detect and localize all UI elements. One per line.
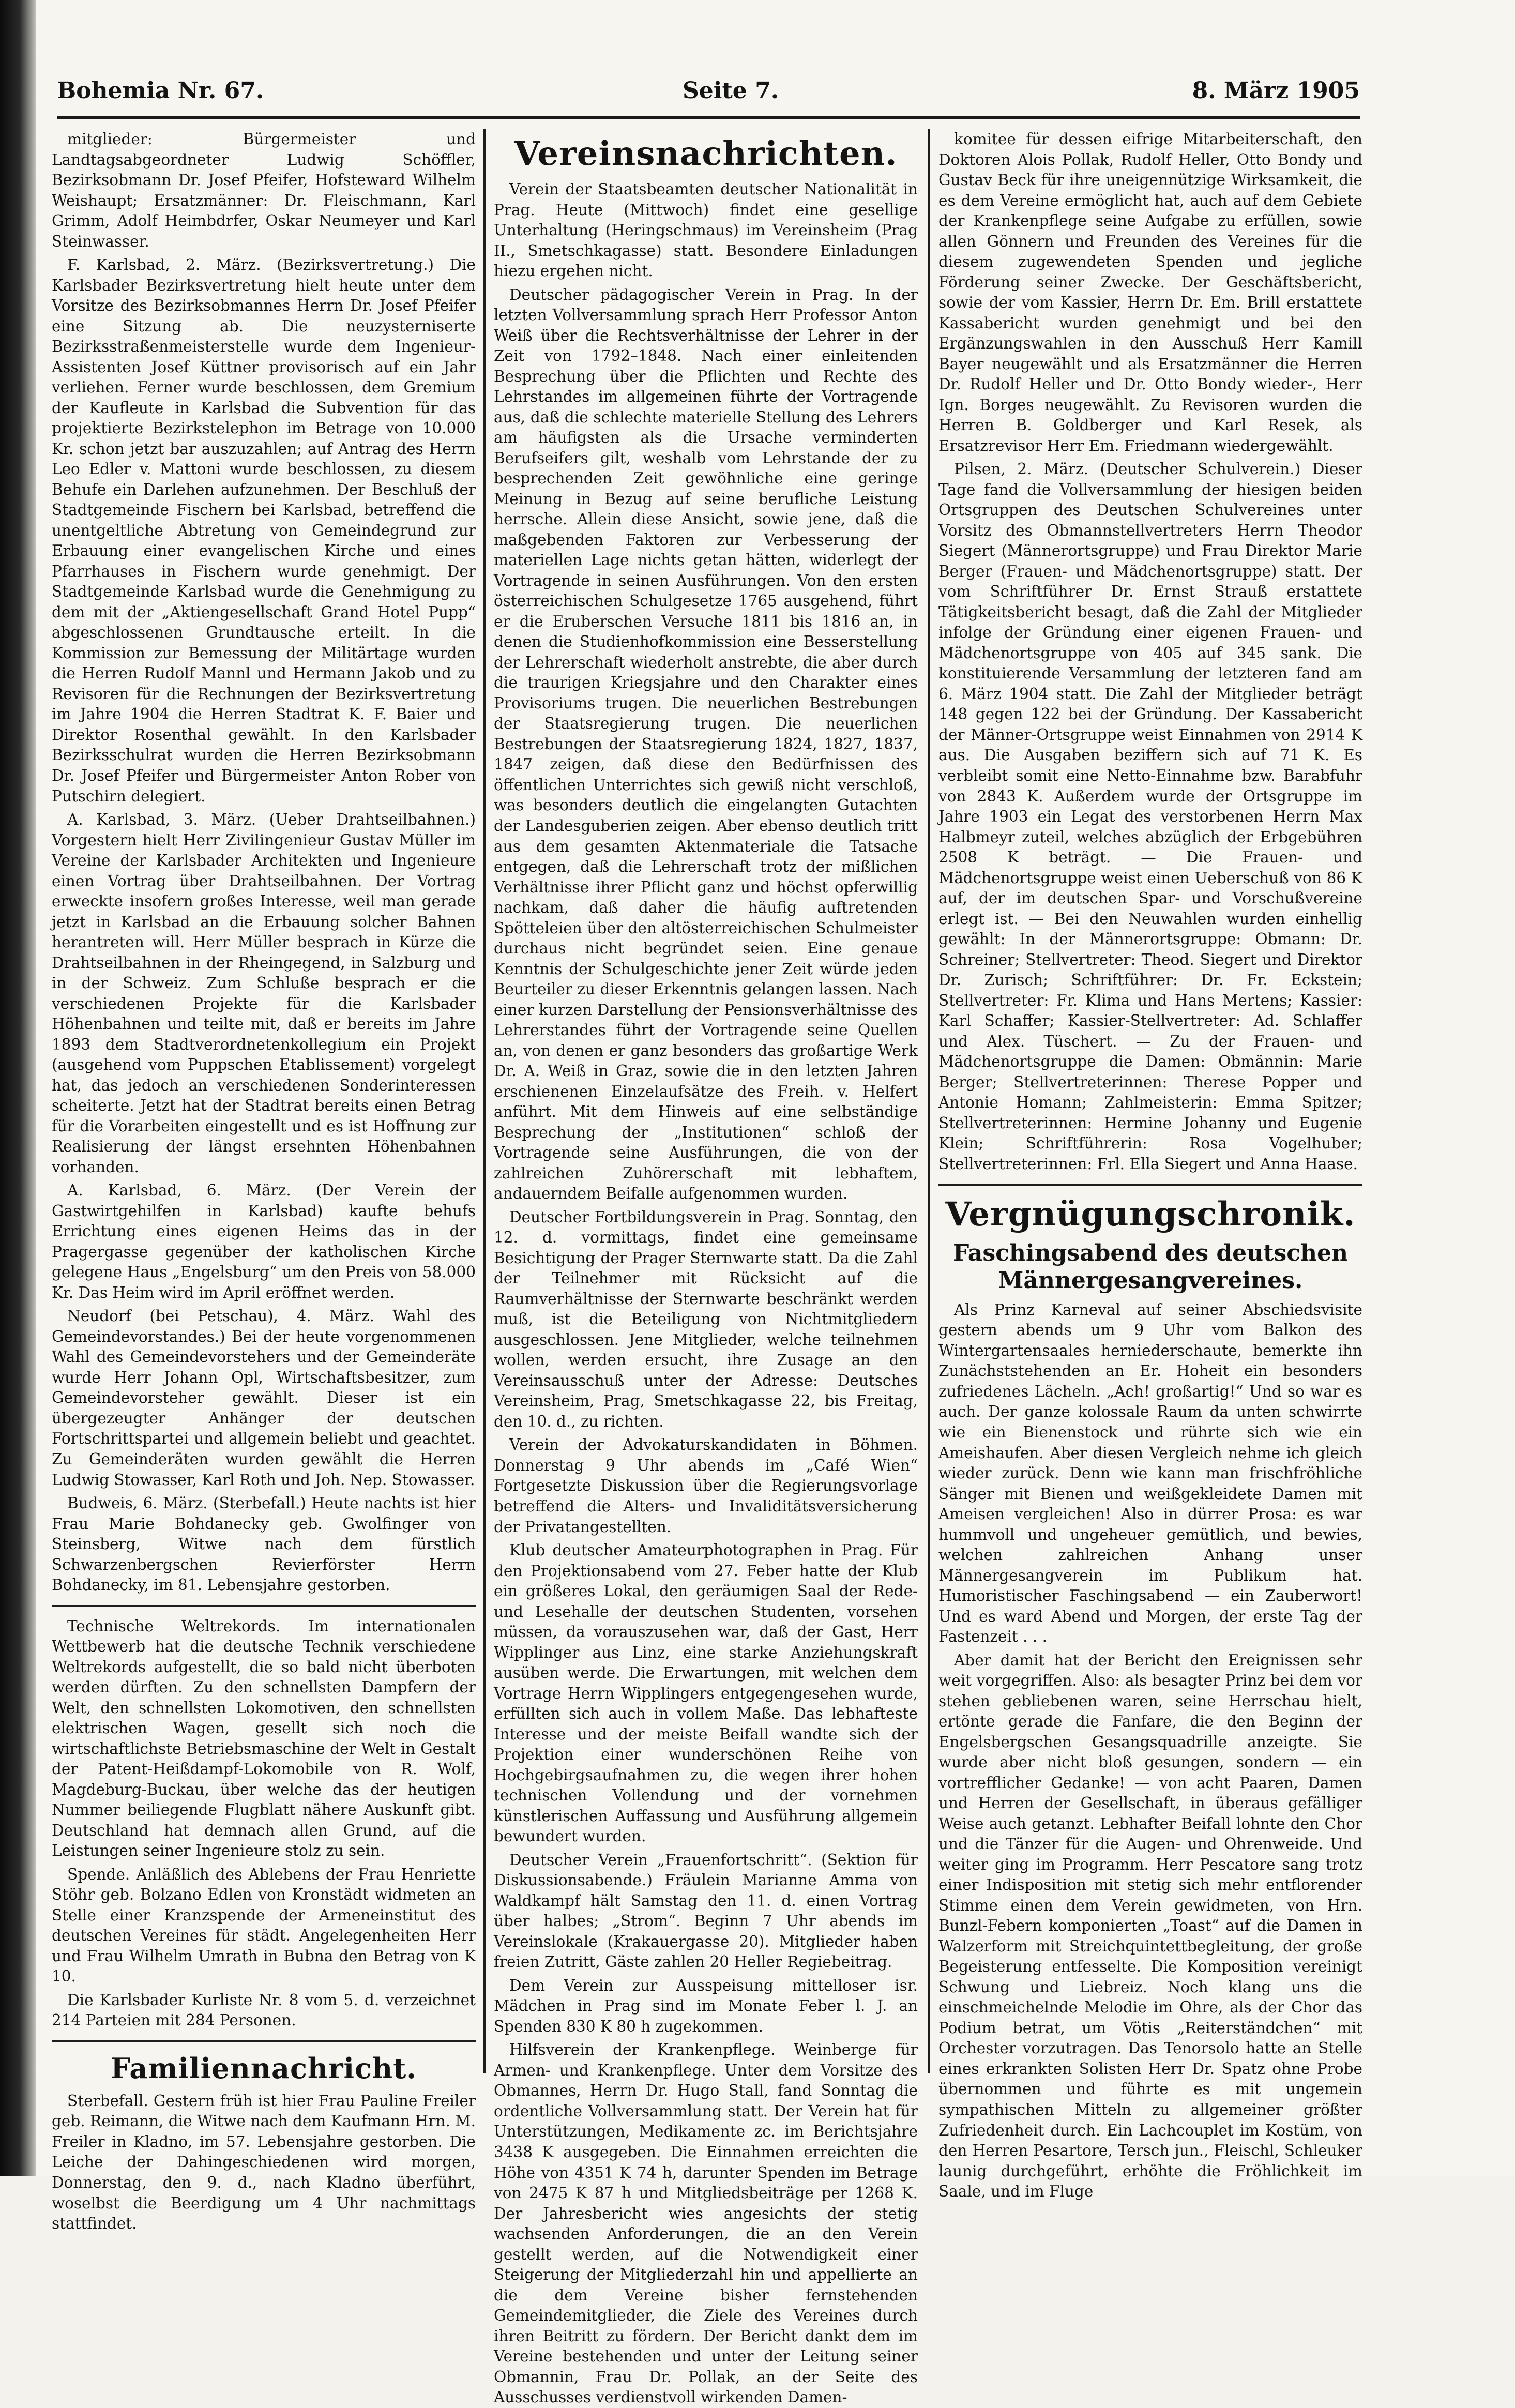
column-1	[52, 129, 476, 2233]
article-text: Dem Verein zur Ausspeisung mittelloser isr. Mädchen in Prag sind im Monate Feber l. J. an Spenden 830 K 80 h zugekommen.	[494, 1976, 918, 2035]
binding-shadow	[0, 0, 36, 2176]
article-text: Hilfsverein der Krankenpflege. Weinberge für Armen- und Krankenpflege. Unter dem Vorsitze des Obmannes, Herrn Dr. Hugo Stall, fand Sonntag die ordentliche Vollversammlung statt. Der Verein hat für Unterstützungen, Medikamente zc. im Berichtsjahre 3438 K ausgegeben. Die Einnahmen erreichten die Höhe von 4351 K 74 h, darunter Spenden im Betrage von 2475 K 87 h und Mitgliedsbeiträge per 1268 K. Der Jahresbericht wies angesichts der stetig wachsenden Anforderungen, die an den Verein gestellt werden, auf die Notwendigkeit einer Steigerung der Mitgliederzahl hin und appellierte an die dem Vereine bisher fernstehenden Gemeindemitglieder, die Ziele des Vereines durch ihren Beitritt zu fördern. Der Bericht dankt dem im Vereine bestehenden und unter der Leitung seiner Obmannin, Frau Dr. Pollak, an der Seite des Ausschusses verdienstvoll wirkenden Damen-	[494, 2041, 918, 2406]
article-text: Pilsen, 2. März. (Deutscher Schulverein.) Dieser Tage fand die Vollversammlung der hiesigen beiden Ortsgruppen des Deutschen Schulvereines unter Vorsitz des Obmannstellvertreters Herrn Theodor Siegert (Männerortsgruppe) und Frau Direktor Marie Berger (Frauen- und Mädchenortsgruppe) statt. Der vom Schriftführer Dr. Ernst Strauß erstattete Tätigkeitsbericht besagt, daß die Zahl der Mitglieder infolge der Gründung einer eigenen Frauen- und Mädchenortsgruppe von 405 auf 345 sank. Die konstituierende Versammlung der letzteren fand am 6. März 1904 statt. Die Zahl der Mitglieder beträgt 148 gegen 122 bei der Gründung. Der Kassabericht der Männer-Ortsgruppe weist Einnahmen von 2914 K aus. Die Ausgaben beziffern sich auf 71 K. Es verbleibt somit eine Netto-Einnahme bzw. Barabfuhr von 2843 K. Außerdem wurde der Ortsgruppe im Jahre 1903 ein Legat des verstorbenen Herrn Max Halbmeyr zuteil, welches abzüglich der Erbgebühren 2508 K beträgt. — Die Frauen- und Mädchenortsgruppe weist einen Ueberschuß von 86 K auf, der im deutschen Spar- und Vorschußvereine erlegt ist. — Bei den Neuwahlen wurden einhellig gewählt: In der Männerortsgruppe: Obmann: Dr. Schreiner; Stellvertreter: Theod. Siegert und Direktor Dr. Zurisch; Schriftführer: Dr. Fr. Eckstein; Stellvertreter: Fr. Klima und Hans Mertens; Kassier: Karl Schaffer; Kassier-Stellvertreter: Ad. Schlaffer und Alex. Tüschert. — Zu der Frauen- und Mädchenortsgruppe die Damen: Obmännin: Marie Berger; Stellvertreterinnen: Therese Popper und Antonie Homann; Zahlmeisterin: Emma Spitzer; Stellvertreterinnen: Hermine Johanny und Eugenie Klein; Schriftführerin: Rosa Vogelhuber; Stellvertreterinnen: Frl. Ella Siegert und Anna Haase.	[938, 460, 1362, 1173]
article-text: Deutscher Verein „Frauenfortschritt“. (Sektion für Diskussionsabende.) Fräulein Marianne Amma von Waldkampf hält Samstag den 11. d. einen Vortrag über halbes; „Strom“. Beginn 7 Uhr abends im Vereinslokale (Krakauergasse 20). Mitglieder haben freien Zutritt, Gäste zahlen 20 Heller Regiebeitrag.	[494, 1851, 918, 1971]
article-text: F. Karlsbad, 2. März. (Bezirksvertretung.) Die Karlsbader Bezirksvertretung hielt heute unter dem Vorsitze des Bezirksobmannes Herrn Dr. Josef Pfeifer eine Sitzung ab. Die neuzysterniserte Bezirksstraßenmeisterstelle wurde dem Ingenieur-Assistenten Josef Küttner provisorisch auf ein Jahr verliehen. Ferner wurde beschlossen, dem Gremium der Kaufleute in Karlsbad die Subvention für das projektierte Bezirkstelephon im Betrage von 10.000 Kr. schon jetzt bar auszuzahlen; auf Antrag des Herrn Leo Edler v. Mattoni wurde beschlossen, zu diesem Behufe ein Darlehen aufzunehmen. Der Beschluß der Stadtgemeinde Fischern bei Karlsbad, betreffend die unentgeltliche Abtretung von Gemeindegrund zur Erbauung einer evangelischen Kirche und eines Pfarrhauses in Fischern wurde genehmigt. Der Stadtgemeinde Karlsbad wurde die Genehmigung zu dem mit der „Aktiengesellschaft Grand Hotel Pupp“ abgeschlossenen Grundtausche erteilt. In die Kommission zur Bemessung der Militärtage wurden die Herren Rudolf Mannl und Hermann Jakob und zu Revisoren für die Rechnungen der Bezirksvertretung im Jahre 1904 die Herren Stadtrat K. F. Baier und Direktor Rosenthal gewählt. In den Karlsbader Bezirksschulrat wurden die Herren Bezirksobmann Dr. Josef Pfeifer und Bürgermeister Anton Rober von Putschirn delegiert.	[52, 256, 476, 805]
article-text: mitglieder: Bürgermeister und Landtagsabgeordneter Ludwig Schöffler, Bezirksobmann Dr. Josef Pfeifer, Hofsteward Wilhelm Weishaupt; Ersatzmänner: Dr. Fleischmann, Karl Grimm, Adolf Heimbdrfer, Oskar Neumeyer und Karl Steinwasser.	[52, 130, 476, 250]
article-text: Verein der Advokaturskandidaten in Böhmen. Donnerstag 9 Uhr abends im „Café Wien“ Fortgesetzte Diskussion über die Regierungsvorlage betreffend die Alters- und Invaliditätsversicherung der Privatangestellten.	[494, 1436, 918, 1536]
section-heading-associations: Vereinsnachrichten.	[514, 134, 898, 173]
article-text: Sterbefall. Gestern früh ist hier Frau Pauline Freiler geb. Reimann, die Witwe nach dem Kaufmann Hrn. M. Freiler in Kladno, im 57. Lebensjahre gestorben. Die Leiche der Dahingeschiedenen wird morgen, Donnerstag, den 9. d., nach Kladno überführt, woselbst die Beerdigung um 4 Uhr nachmittags stattfindet.	[52, 2092, 476, 2233]
article-text: Verein der Staatsbeamten deutscher Nationalität in Prag. Heute (Mittwoch) findet eine gesellige Unterhaltung (Heringschmaus) im Vereinsheim (Prag II., Smetschkagasse) statt. Besondere Einladungen hiezu ergehen nicht.	[494, 180, 918, 280]
article-text: Als Prinz Karneval auf seiner Abschiedsvisite gestern abends um 9 Uhr vom Balkon des Wintergartensaales herniederschaute, bemerkte ihn Zunächststehenden an Er. Hoheit ein besonders zufriedenes Lächeln. „Ach! großartig!“ Und so war es auch. Der ganze kolossale Raum da unten schwirrte wie ein Bienenstock und rührte sich wie ein Ameishaufen. Aber diesen Vergleich nehme ich gleich wieder zurück. Denn wie kann man frischfröhliche Sänger mit Bienen und weißgekleidete Damen mit Ameisen vergleichen! Also in dürrer Prosa: es war hummvoll und ungeheuer gemütlich, und bewies, welchen zahlreichen Anhang unser Männergesangverein im Publikum hat. Humoristischer Faschingsabend — ein Zauberwort! Und es ward Abend und Morgen, der erste Tag der Fastenzeit . . .	[938, 1300, 1362, 1646]
page-header	[57, 70, 1360, 119]
article-text: Die Karlsbader Kurliste Nr. 8 vom 5. d. verzeichnet 214 Parteien mit 284 Personen.	[52, 1991, 476, 2030]
article-text: A. Karlsbad, 6. März. (Der Verein der Gastwirtgehilfen in Karlsbad) kaufte behufs Errichtung eines eigenen Heims das in der Pragergasse gegenüber der katholischen Kirche gelegene Haus „Engelsburg“ um den Preis von 58.000 Kr. Das Heim wird im April eröffnet werden.	[52, 1182, 476, 1301]
column-2	[494, 129, 918, 2406]
article-text: A. Karlsbad, 3. März. (Ueber Drahtseilbahnen.) Vorgestern hielt Herr Zivilingenieur Gustav Müller im Vereine der Karlsbader Architekten und Ingenieure einen Vortrag über Drahtseilbahnen. Der Vortrag erweckte insofern großes Interesse, weil man gerade jetzt in Karlsbad an die Erbauung solcher Bahnen herantreten will. Herr Müller besprach in Kürze die Drahtseilbahnen in der Rheingegend, in Salzburg und in der Schweiz. Zum Schluße besprach er die verschiedenen Projekte für die Karlsbader Höhenbahnen und teilte mit, daß er bereits im Jahre 1893 dem Stadtverordnetenkollegium ein Projekt (ausgehend vom Puppschen Etablissement) vorgelegt hat, das jedoch an verschiedenen Sonderinteressen scheiterte. Jetzt hat der Stadtrat bereits einen Betrag für die Vorarbeiten eingestellt und es ist Hoffnung zur Realisierung der längst ersehnten Höhenbahnen vorhanden.	[52, 811, 476, 1176]
issue-date: 8. März 1905	[1192, 78, 1360, 104]
section-heading-entertainment: Vergnügungschronik.	[945, 1195, 1356, 1234]
section-divider	[938, 1184, 1362, 1186]
section-divider	[52, 1605, 476, 1607]
section-heading-family: Familiennachricht.	[111, 2051, 417, 2085]
article-text: Deutscher Fortbildungsverein in Prag. Sonntag, den 12. d. vormittags, findet eine gemeinsame Besichtigung der Prager Sternwarte statt. Da die Zahl der Teilnehmer mit Rücksicht auf die Raumverhältnisse der Sternwarte beschränkt werden muß, ist die Beteiligung von Nichtmitgliedern ausgeschlossen. Jene Mitglieder, welche teilnehmen wollen, werden ersucht, ihre Zusage an den Vereinsausschuß unter der Adresse: Deutsches Vereinsheim, Prag, Smetschkagasse 22, bis Freitag, den 10. d., zu richten.	[494, 1208, 918, 1430]
column-3	[938, 129, 1362, 2201]
article-text: Spende. Anläßlich des Ablebens der Frau Henriette Stöhr geb. Bolzano Edlen von Kronstädt widmeten an Stelle einer Kranzspende der Armeneinstitut des deutschen Vereines für städt. Angelegenheiten Herr und Frau Wilhelm Umrath in Bubna den Betrag von K 10.	[52, 1865, 476, 1986]
article-text: Budweis, 6. März. (Sterbefall.) Heute nachts ist hier Frau Marie Bohdanecky geb. Gwolfinger von Steinsberg, Witwe nach dem fürstlich Schwarzenbergschen Revierförster Herrn Bohdanecky, im 81. Lebensjahre gestorben.	[52, 1494, 476, 1594]
page-number: Seite 7.	[683, 78, 779, 104]
article-text: Technische Weltrekords. Im internationalen Wettbewerb hat die deutsche Technik verschiedene Weltrekords aufgestellt, die so bald nicht überboten werden dürften. Zu den schnellsten Dampfern der Welt, den schnellsten Lokomotiven, den schnellsten elektrischen Wagen, gesellt sich noch die wirtschaftlichste Betriebsmaschine der Welt in Gestalt der Patent-Heißdampf-Lokomobile von R. Wolf, Magdeburg-Buckau, über welche das der heutigen Nummer beiliegende Flugblatt nähere Auskunft gibt. Deutschland hat demnach allen Grund, auf die Leistungen seiner Ingenieure stolz zu sein.	[52, 1617, 476, 1860]
article-text: komitee für dessen eifrige Mitarbeiterschaft, den Doktoren Alois Pollak, Rudolf Heller, Otto Bondy und Gustav Beck für ihre uneigennützige Wirksamkeit, die es dem Vereine ermöglicht hat, auch auf dem Gebiete der Krankenpflege seine Aufgabe zu erfüllen, sowie allen Gönnern und Freunden des Vereines für die diesem zugewendeten Spenden und jegliche Förderung seiner Zwecke. Der Geschäftsbericht, sowie der vom Kassier, Herrn Dr. Em. Brill erstattete Kassabericht wurden genehmigt und bei den Ergänzungswahlen in den Ausschuß Herr Kamill Bayer neugewählt und als Ersatzmänner die Herren Dr. Rudolf Heller und Dr. Otto Bondy wieder-, Herr Ign. Borges neugewählt. Zu Revisoren wurden die Herren B. Goldberger und Karl Resek, als Ersatzrevisor Herr Em. Friedmann wiedergewählt.	[938, 130, 1362, 455]
article-text: Neudorf (bei Petschau), 4. März. Wahl des Gemeindevorstandes.) Bei der heute vorgenommenen Wahl des Gemeindevorstehers und der Gemeinderäte wurde Herr Johann Opl, Wirtschaftsbesitzer, zum Gemeindevorsteher gewählt. Dieser ist ein übergezeugter Anhänger der deutschen Fortschrittspartei und allgemein beliebt und geachtet. Zu Gemeinderäten wurden gewählt die Herren Ludwig Stowasser, Karl Roth und Joh. Nep. Stowasser.	[52, 1307, 476, 1489]
article-text: Aber damit hat der Bericht den Ereignissen sehr weit vorgegriffen. Also: als besagter Prinz bei dem vor stehen gebliebenen waren, seine Herrschau hielt, ertönte gerade die Fanfare, die den Beginn der Engelsbergschen Gesangsquadrille anzeigte. Sie wurde aber nicht bloß gesungen, sondern — ein vortrefflicher Gedanke! — von acht Paaren, Damen und Herren der Gesellschaft, in überaus gefälliger Weise auch getanzt. Lebhafter Beifall lohnte den Chor und die Tänzer für die Augen- und Ohrenweide. Und weiter ging im Programm. Herr Pescatore sang trotz einer Indisposition mit stetig sich mehr entflorender Stimme einen dem Verein gewidmeten, von Hrn. Bunzl-Febern komponierten „Toast“ auf die Damen in Walzerform mit Streichquintettbegleitung, der große Begeisterung entfesselte. Die Komposition vereinigt Schwung und Liebreiz. Noch klang uns die einschmeichelnde Melodie im Ohre, als der Chor das Podium betrat, um Vötis „Reiterständchen“ mit Orchester vorzutragen. Das Tenorsolo hatte an Stelle eines erkrankten Solisten Herr Dr. Spatz ohne Probe übernommen und führte es mit ungemein sympathischen Mitteln zu allgemeiner größter Zufriedenheit durch. Ein Lachcouplet im Kostüm, von den Herren Pesartore, Tersch jun., Fleischl, Schleuker launig durchgeführt, erhöhte die Fröhlichkeit im Saale, und im Fluge	[938, 1651, 1362, 2201]
article-text: Klub deutscher Amateurphotographen in Prag. Für den Projektionsabend vom 27. Feber hatte der Klub ein größeres Lokal, den geräumigen Saal der Rede- und Lesehalle der deutschen Studenten, vorsehen müssen, da vorauszusehen war, daß der Gast, Herr Wipplinger aus Linz, eine starke Anziehungskraft ausüben werde. Die Erwartungen, mit welchen dem Vortrage Herrn Wipplingers entgegengesehen wurde, erfüllten sich auch in vollem Maße. Das lebhafteste Interesse und der meiste Beifall wandte sich der Projektion einer wunderschönen Reihe von Hochgebirgsaufnahmen zu, die wegen ihrer hohen technischen Vollendung und der vornehmen künstlerischen Auffassung und Ausführung allgemein bewundert wurden.	[494, 1541, 918, 1845]
article-text: Deutscher pädagogischer Verein in Prag. In der letzten Vollversammlung sprach Herr Professor Anton Weiß über die Rechtsverhältnisse der Lehrer in der Zeit von 1792–1848. Nach einer einleitenden Besprechung über die Pflichten und Rechte des Lehrstandes im allgemeinen führte der Vortragende aus, daß die schlechte materielle Stellung des Lehrers am häufigsten als die Ursache verminderten Berufseifers gilt, weshalb vom Lehrstande der zu besprechenden Zeit gewöhnliche eine geringe Meinung in Bezug auf seine berufliche Leistung herrsche. Allein diese Ansicht, sowie jene, daß die maßgebenden Faktoren zur Verbesserung der materiellen Lage nichts getan hätten, widerlegt der Vortragende in seinen Ausführungen. Von den ersten österreichischen Schulgesetze 1765 ausgehend, führt er die Eruberschen Versuche 1811 bis 1816 an, in denen die Studienhofkommission eine Besserstellung der Lehrerschaft wiederholt anstrebte, die aber durch die traurigen Kriegsjahre und den Charakter eines Provisoriums trugen. Die neuerlichen Bestrebungen der Staatsregierung trugen. Die neuerlichen Bestrebungen der Staatsregierung 1824, 1827, 1837, 1847 zeigen, daß diese den Bedürfnissen des öffentlichen Unterrichtes sich gewiß nicht verschloß, was besonders deutlich die eingelangten Gutachten der Landesguberien zeigen. Aber ebenso deutlich tritt aus dem gesamten Aktenmateriale die Tatsache entgegen, daß die Lehrerschaft trotz der mißlichen Verhältnisse ihrer Pflicht ganz und höchst opferwillig nachkam, daß daher die häufig auftretenden Spötteleien über den altösterreichischen Schulmeister durchaus nicht begründet seien. Eine genaue Kenntnis der Schulgeschichte jener Zeit würde jeden Beurteiler zu dieser Erkenntnis gelangen lassen. Nach einer kurzen Darstellung der Pensionsverhältnisse des Lehrerstandes führt der Vortragende seine Quellen an, von denen er ganz besonders das großartige Werk Dr. A. Weiß in Graz, sowie die in den letzten Jahren erschienenen Einzelaufsätze des Freih. v. Helfert anführt. Mit dem Hinweis auf eine selbständige Besprechung der „Institutionen“ schloß der Vortragende seine Ausführungen, die von der zahlreichen Zuhörerschaft mit lebhaftem, andauerndem Beifalle aufgenommen wurden.	[494, 285, 918, 1203]
article-headline: Faschingsabend des deutschen Männergesangvereines.	[953, 1240, 1348, 1294]
section-divider	[52, 2040, 476, 2042]
newspaper-issue: Bohemia Nr. 67.	[57, 78, 264, 104]
column-rule-1	[483, 129, 486, 2073]
column-rule-2	[928, 129, 930, 2073]
